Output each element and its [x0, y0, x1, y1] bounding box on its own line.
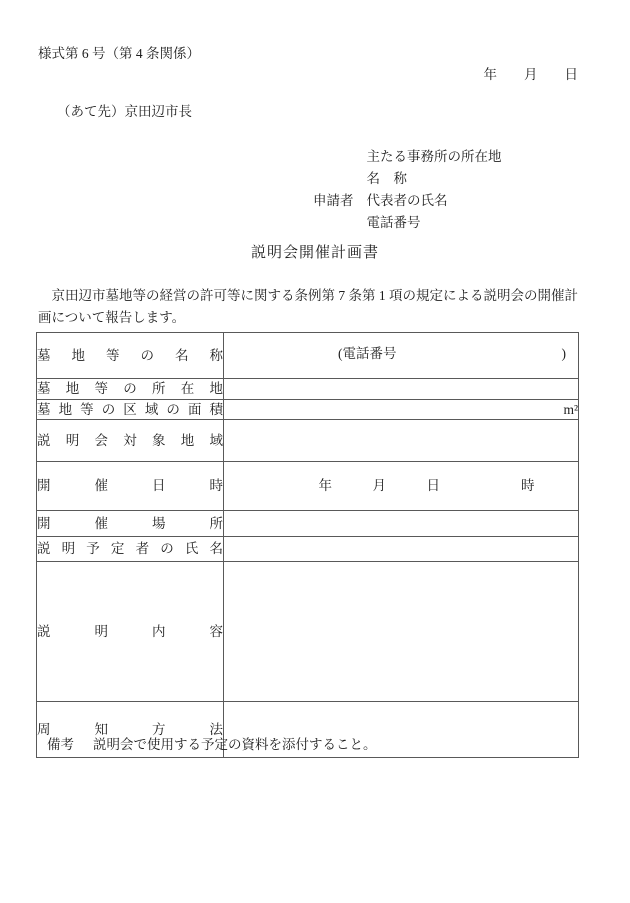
phone-number-field — [224, 346, 578, 365]
applicant-block — [313, 146, 502, 234]
applicant-office-address-line: 主たる事務所の所在地 — [366, 149, 502, 164]
phone-suffix: ) — [561, 346, 566, 361]
cemetery-name-label: 墓 地 等 の 名 称 — [37, 347, 223, 363]
applicant-representative-line: 代表者の氏名 — [366, 193, 448, 208]
table-row-explanation-content — [37, 562, 579, 702]
intro-line-2: 画について報告します。 — [38, 310, 186, 325]
date-time-field: 年 月 日 時 — [251, 478, 535, 493]
applicant-name-line: 名 称 — [366, 171, 407, 186]
venue-label: 開 催 場 所 — [37, 515, 223, 531]
target-area-label: 説 明 会 対 象 地 域 — [37, 432, 223, 448]
target-area-label-cell — [37, 420, 224, 462]
table-row-venue — [37, 511, 579, 537]
cemetery-name-label-cell — [37, 333, 224, 379]
area-unit: m² — [563, 401, 578, 417]
addressee-line: （あて先）京田辺市長 — [57, 104, 192, 119]
table-row-presenter-name — [37, 537, 579, 562]
date-time-label: 開 催 日 時 — [37, 478, 223, 493]
intro-line-1: 京田辺市墓地等の経営の許可等に関する条例第 7 条第 1 項の規定による説明会の開催計 — [38, 288, 578, 303]
phone-prefix: (電話番号 — [338, 346, 397, 361]
table-row-cemetery-location — [37, 379, 579, 400]
document-title: 説明会開催計画書 — [250, 245, 379, 261]
date-time-value-cell — [224, 462, 579, 511]
remark-note — [47, 737, 377, 753]
venue-label-cell — [37, 511, 224, 537]
cemetery-location-value-cell — [224, 379, 579, 400]
cemetery-area-value-cell — [224, 400, 579, 420]
remark-label: 備考 — [47, 737, 74, 752]
table-row-cemetery-name — [37, 333, 579, 379]
presenter-name-value-cell — [224, 537, 579, 562]
applicant-lines — [367, 146, 502, 234]
target-area-value-cell — [224, 420, 579, 462]
explanation-content-value-cell — [224, 562, 579, 702]
table-row-date-time — [37, 462, 579, 511]
remark-text: 説明会で使用する予定の資料を添付すること。 — [93, 737, 377, 752]
cemetery-area-label-cell — [37, 400, 224, 420]
table-row-target-area — [37, 420, 579, 462]
intro-paragraph — [38, 285, 578, 329]
table-row-cemetery-area — [37, 400, 579, 420]
presenter-name-label-cell — [37, 537, 224, 562]
cemetery-name-value-cell — [224, 333, 579, 379]
form-number: 様式第 6 号（第 4 条関係） — [38, 46, 200, 61]
issue-date-line: 年 月 日 — [483, 67, 578, 82]
explanation-content-label: 説 明 内 容 — [37, 623, 223, 639]
explanation-content-label-cell — [37, 562, 224, 702]
cemetery-location-label-cell — [37, 379, 224, 400]
presenter-name-label: 説 明 予 定 者 の 氏 名 — [37, 541, 223, 556]
applicant-label: 申請者 — [313, 193, 354, 208]
plan-table — [36, 332, 579, 758]
cemetery-location-label: 墓 地 等 の 所 在 地 — [37, 381, 223, 396]
applicant-phone-line: 電話番号 — [366, 215, 421, 230]
venue-value-cell — [224, 511, 579, 537]
date-time-label-cell — [37, 462, 224, 511]
cemetery-area-label: 墓 地 等 の 区 域 の 面 積 — [37, 401, 223, 417]
publicity-method-label: 周 知 方 法 — [37, 721, 223, 737]
